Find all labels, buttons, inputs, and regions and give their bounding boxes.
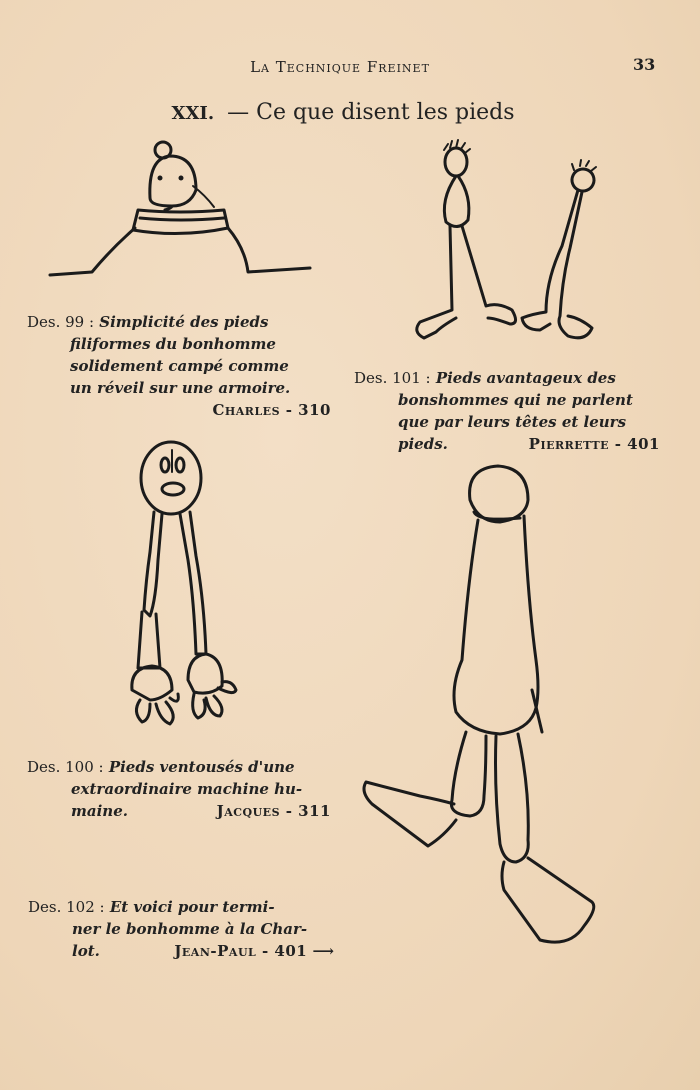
caption-text: Pieds ventousés d'une [108, 758, 295, 776]
caption-text: un réveil sur une armoire. [70, 379, 291, 397]
caption-author: Jean-Paul - 401 [174, 942, 308, 960]
caption-text: filiformes du bonhomme [70, 335, 276, 353]
caption-des101 [354, 367, 664, 455]
caption-lead: Des. 100 : [27, 758, 104, 776]
caption-author: Jacques - 311 [216, 802, 331, 820]
caption-text: Et voici pour termi- [109, 898, 275, 916]
caption-author: Charles - 310 [212, 401, 331, 419]
page-number: 33 [633, 55, 656, 74]
section-title-text: Ce que disent les pieds [256, 100, 515, 125]
caption-text: maine. [71, 802, 128, 820]
drawing-des99 [50, 142, 310, 275]
arrow-icon: ⟶ [312, 942, 334, 960]
drawing-des102 [364, 466, 594, 942]
drawing-des101 [417, 140, 597, 338]
caption-text: lot. [72, 942, 100, 960]
section-dash: — [227, 100, 250, 125]
caption-lead: Des. 102 : [28, 898, 105, 916]
running-head: La Technique Freinet [250, 58, 430, 76]
caption-text: extraordinaire machine hu- [71, 780, 303, 798]
caption-text: solidement campé comme [70, 357, 289, 375]
caption-text: Simplicité des pieds [99, 313, 269, 331]
caption-text: ner le bonhomme à la Char- [72, 920, 308, 938]
caption-text: bonshommes qui ne parlent [398, 391, 633, 409]
drawing-des100 [132, 442, 236, 724]
caption-text: Pieds avantageux des [435, 369, 616, 387]
caption-text: que par leurs têtes et leurs [398, 413, 627, 431]
caption-text: pieds. [398, 435, 448, 453]
caption-des99 [27, 311, 331, 421]
section-number: XXI. [171, 103, 215, 124]
caption-des102 [28, 896, 338, 962]
caption-lead: Des. 99 : [27, 313, 95, 331]
caption-lead: Des. 101 : [354, 369, 431, 387]
caption-des100 [27, 756, 337, 822]
caption-author: Pierrette - 401 [528, 435, 660, 453]
